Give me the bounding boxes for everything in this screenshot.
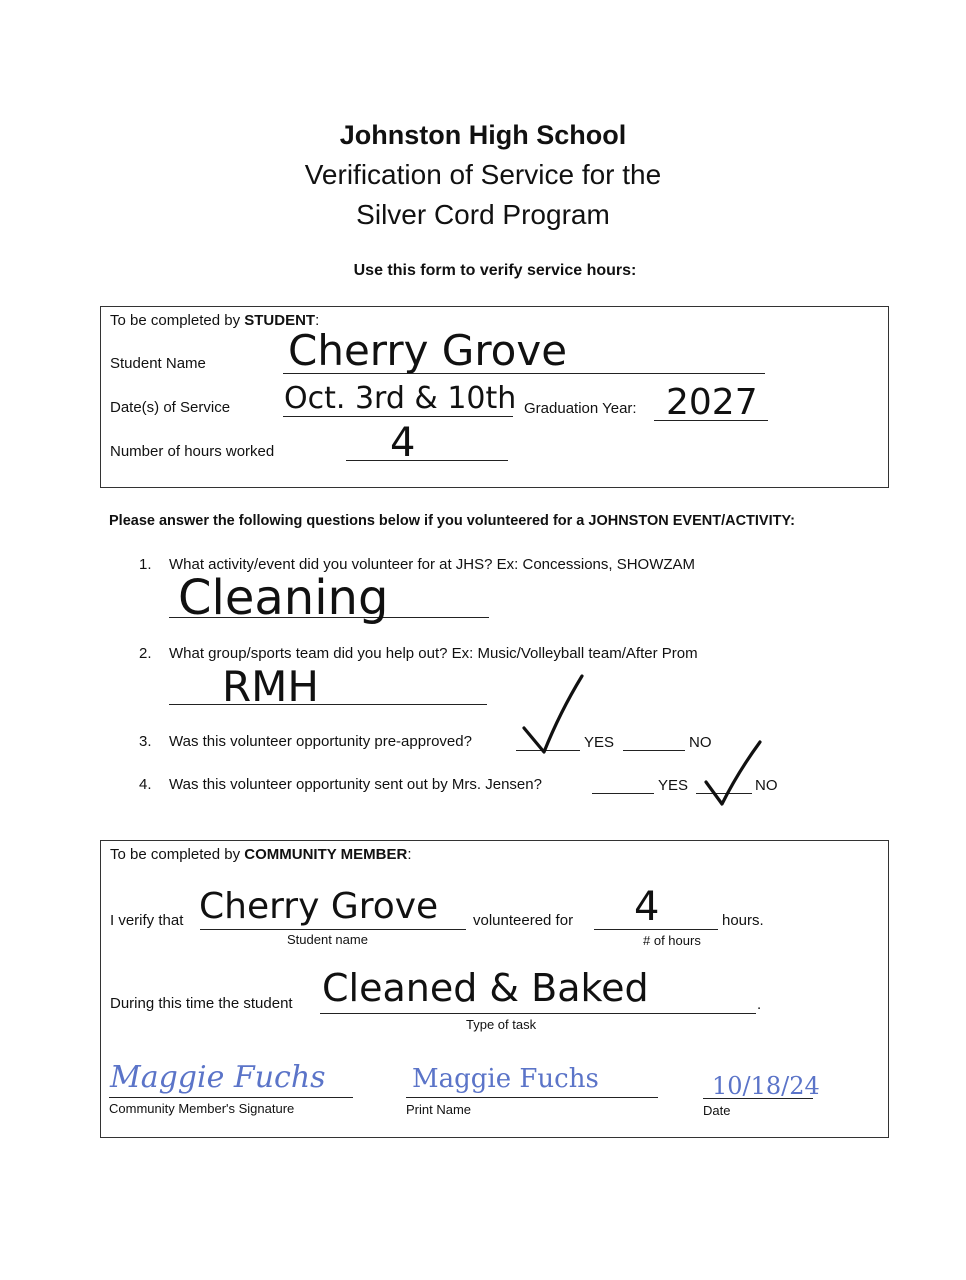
q4-no-checkmark[interactable]	[700, 738, 780, 818]
hours-caption: # of hours	[643, 933, 701, 948]
graduation-year-label: Graduation Year:	[524, 400, 637, 417]
school-title: Johnston High School	[339, 120, 627, 150]
hours-worked-label: Number of hours worked	[110, 443, 275, 460]
during-label: During this time the student	[110, 995, 293, 1012]
heading-suffix: :	[407, 846, 412, 863]
verify-name-value[interactable]: Cherry Grove	[199, 886, 439, 927]
form-title-line-1: Verification of Service for the	[304, 159, 662, 190]
print-name-caption: Print Name	[406, 1102, 472, 1117]
graduation-year-value[interactable]: 2027	[666, 382, 758, 423]
task-line	[320, 1013, 756, 1014]
hours-label: hours.	[722, 912, 764, 929]
q4-yes-label: YES	[658, 777, 689, 794]
q3-yes-label: YES	[584, 734, 615, 751]
q3-number: 3.	[139, 733, 152, 750]
q1-text: What activity/event did you volunteer for at JHS? Ex: Concessions, SHOWZAM	[169, 556, 696, 573]
q1-number: 1.	[139, 556, 152, 573]
print-name-value[interactable]: Maggie Fuchs	[412, 1064, 599, 1094]
dates-line	[283, 416, 513, 417]
date-value[interactable]: 10/18/24	[712, 1072, 820, 1100]
date-caption: Date	[703, 1103, 731, 1118]
task-caption: Type of task	[466, 1017, 537, 1032]
q3-no-line	[623, 750, 685, 751]
q2-answer-line	[169, 704, 487, 705]
student-name-value[interactable]: Cherry Grove	[288, 326, 568, 375]
verify-name-line	[200, 929, 466, 930]
q3-text: Was this volunteer opportunity pre-approved?	[169, 733, 472, 750]
signature-line	[109, 1097, 353, 1098]
heading-prefix: To be completed by	[110, 846, 245, 863]
community-signature-value[interactable]: Maggie Fuchs	[110, 1060, 326, 1095]
form-instruction: Use this form to verify service hours:	[353, 262, 637, 279]
signature-caption: Community Member's Signature	[109, 1101, 295, 1116]
q2-text: What group/sports team did you help out? Ex: Music/Volleyball team/After Prom	[169, 645, 698, 662]
q2-number: 2.	[139, 645, 152, 662]
q1-answer[interactable]: Cleaning	[178, 570, 389, 626]
dates-label: Date(s) of Service	[110, 399, 231, 416]
date-line	[703, 1098, 813, 1099]
verify-label: I verify that	[110, 912, 184, 929]
q3-no-label: NO	[689, 734, 712, 751]
q2-answer[interactable]: RMH	[222, 662, 320, 711]
questions-intro: Please answer the following questions below if you volunteered for a JOHNSTON EVENT/ACTIVITY:	[109, 513, 795, 529]
hours-worked-value[interactable]: 4	[390, 420, 416, 466]
form-title-line-2: Silver Cord Program	[356, 199, 610, 230]
heading-bold: STUDENT	[244, 312, 316, 329]
task-value[interactable]: Cleaned & Baked	[322, 966, 649, 1010]
q4-yes-line	[592, 793, 654, 794]
student-name-label: Student Name	[110, 355, 206, 372]
hours-worked-line	[346, 460, 508, 461]
verify-hours-value[interactable]: 4	[634, 884, 660, 930]
heading-bold: COMMUNITY MEMBER	[244, 846, 408, 863]
task-period: .	[757, 996, 762, 1013]
dates-value[interactable]: Oct. 3rd & 10th	[284, 381, 517, 416]
q4-number: 4.	[139, 776, 152, 793]
student-name-caption: Student name	[287, 932, 368, 947]
q3-yes-checkmark[interactable]	[518, 672, 598, 762]
print-name-line	[406, 1097, 658, 1098]
community-section-heading	[110, 846, 411, 863]
volunteered-for-label: volunteered for	[473, 912, 574, 929]
q4-no-label: NO	[755, 777, 778, 794]
heading-suffix: :	[315, 312, 320, 329]
q4-text: Was this volunteer opportunity sent out by Mrs. Jensen?	[169, 776, 542, 793]
heading-prefix: To be completed by	[110, 312, 245, 329]
